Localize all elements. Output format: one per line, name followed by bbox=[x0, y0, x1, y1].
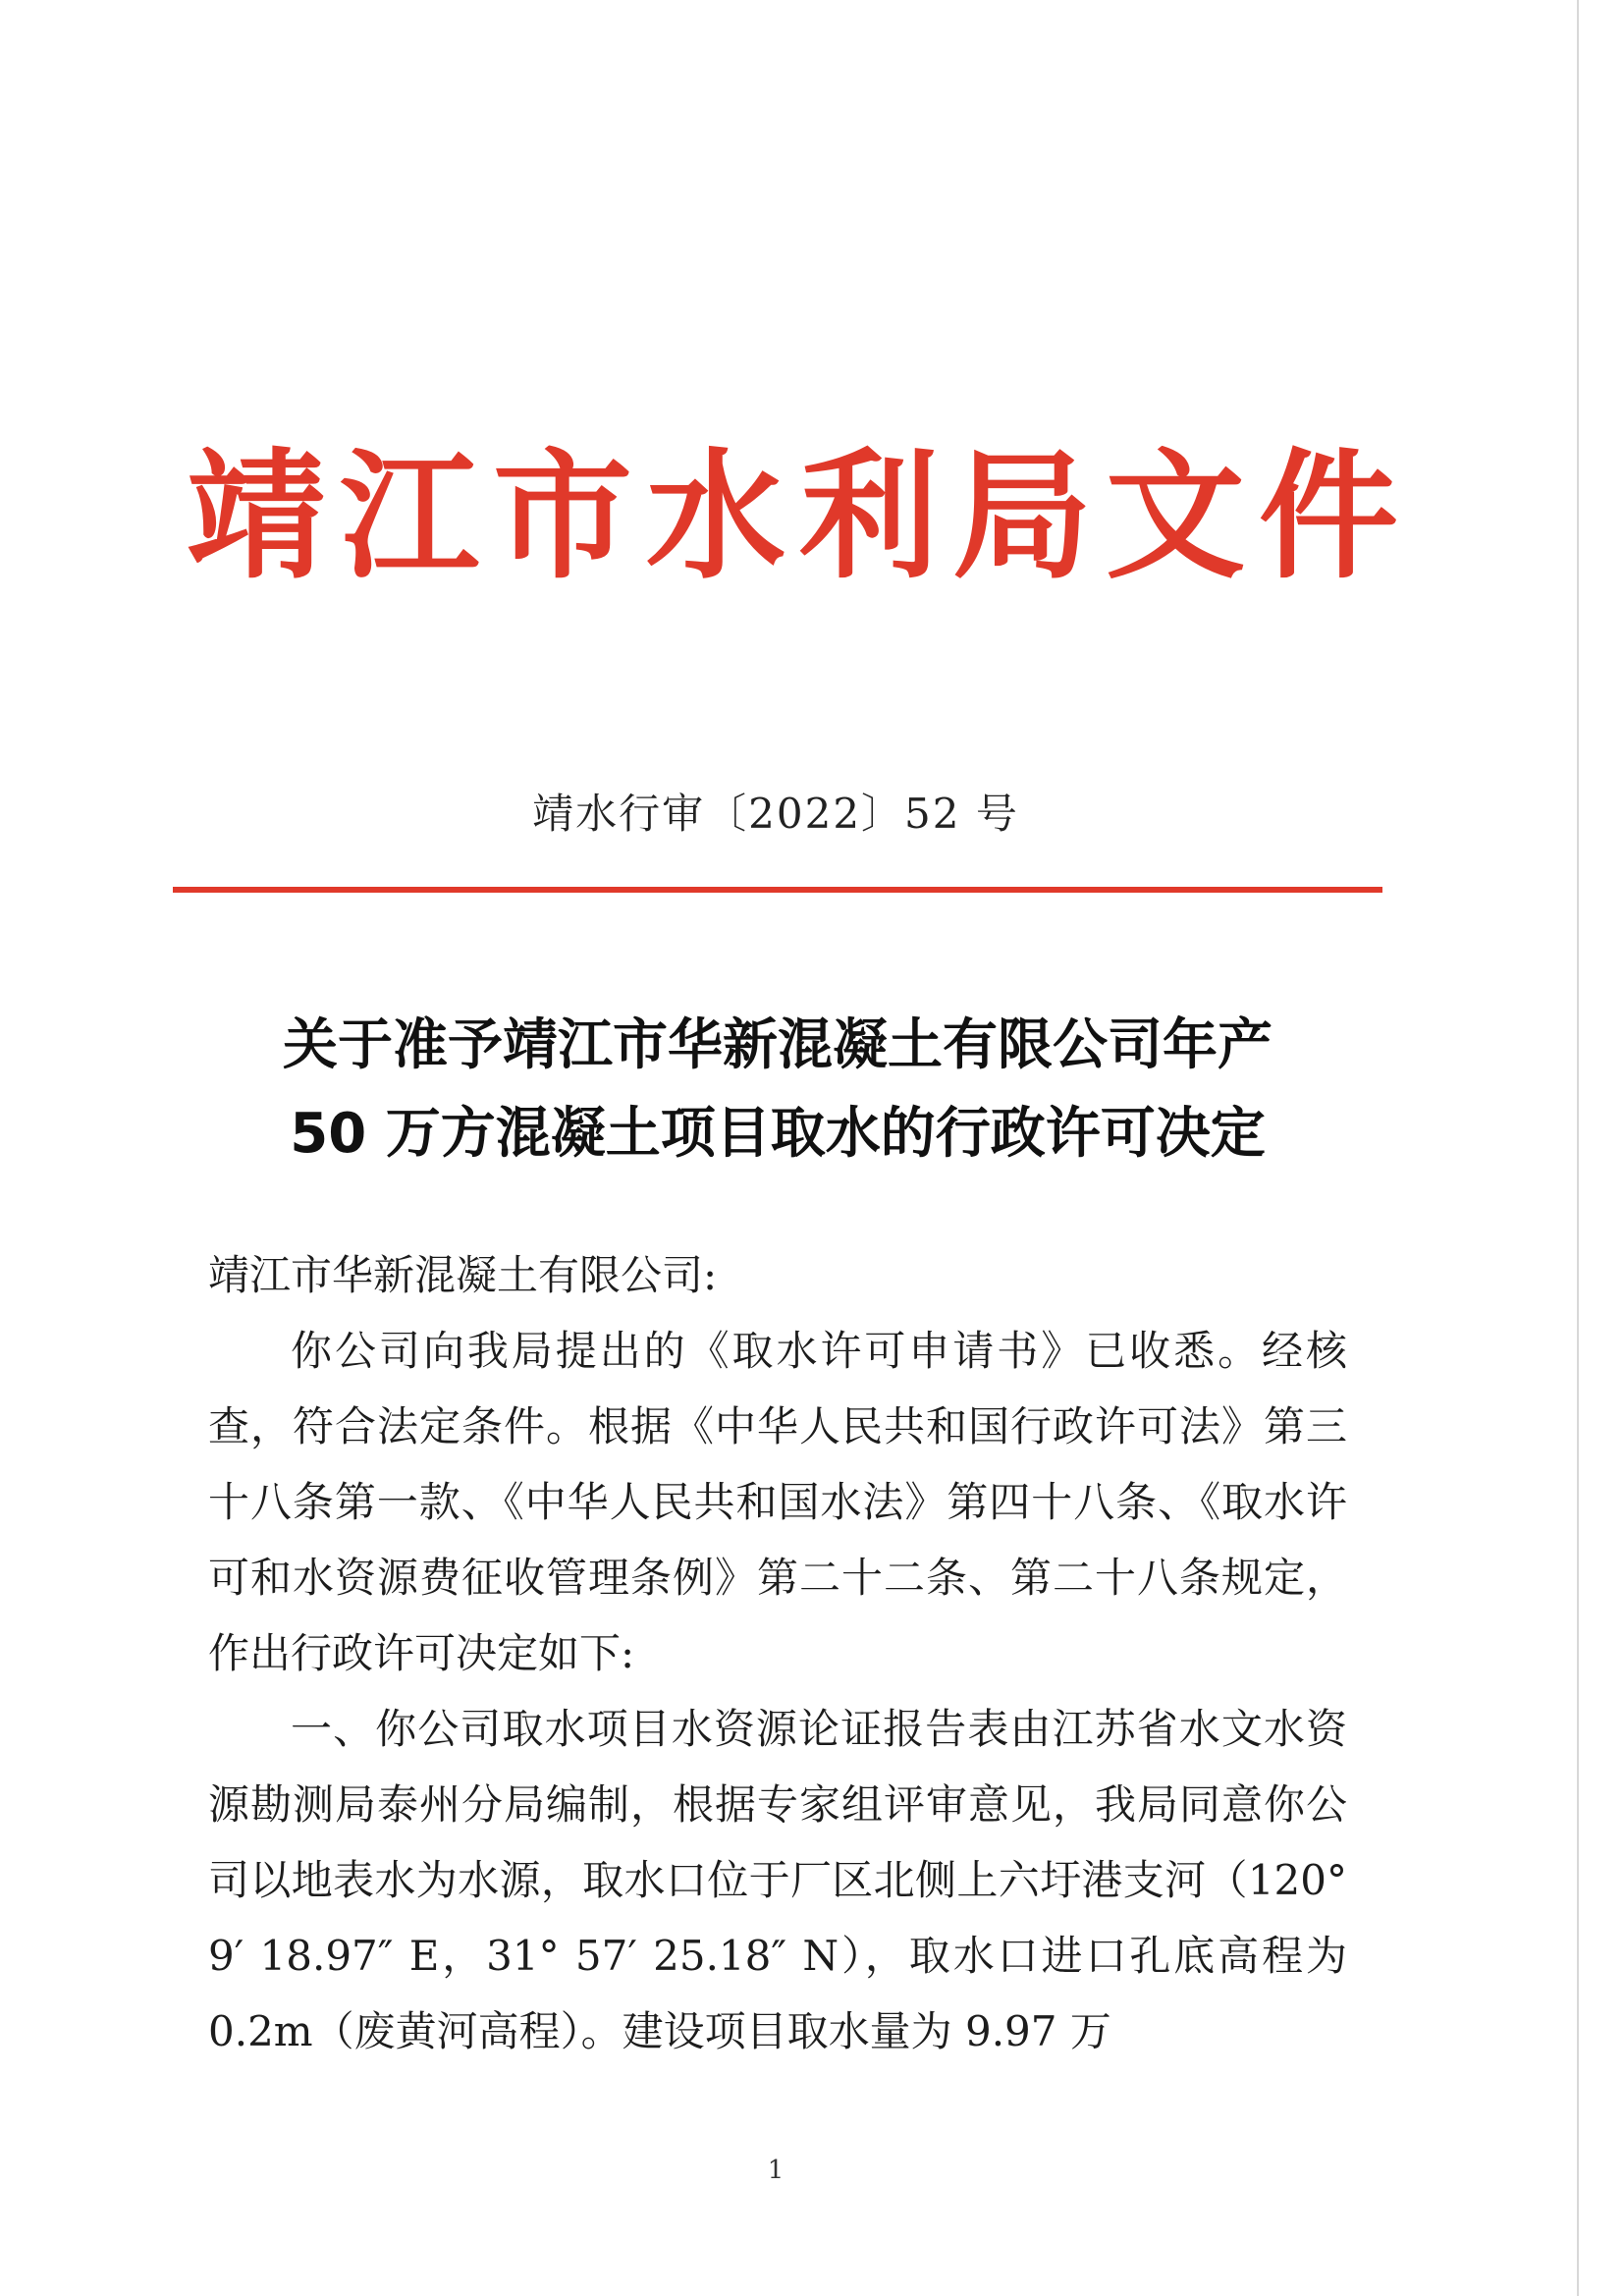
document-title-line-1: 关于准予靖江市华新混凝土有限公司年产 bbox=[283, 1013, 1272, 1077]
document-number: 靖水行审〔2022〕52 号 bbox=[532, 790, 1019, 838]
addressee: 靖江市华新混凝土有限公司: bbox=[208, 1251, 718, 1299]
red-separator-rule bbox=[173, 887, 1382, 893]
issuer-header-title: 靖江市水利局文件 bbox=[187, 435, 1412, 598]
document-title-line-2: 50 万方混凝土项目取水的行政许可决定 bbox=[290, 1102, 1266, 1166]
document-title bbox=[157, 1002, 1398, 1178]
page-number: 1 bbox=[767, 2156, 785, 2185]
body-paragraph-1: 你公司向我局提出的《取水许可申请书》已收悉。经核查，符合法定条件。根据《中华人民共和国行政许可法》第三十八条第一款、《中华人民共和国水法》第四十八条、《取水许可和水资源费征收管理条例》第二十二条、第二十八条规定，作出行政许可决定如下: bbox=[208, 1327, 1347, 1677]
body-paragraph-2: 一、你公司取水项目水资源论证报告表由江苏省水文水资源勘测局泰州分局编制，根据专家组评审意见，我局同意你公司以地表水为水源，取水口位于厂区北侧上六圩港支河（120° 9′ 18.97″ E，31° 57′ 25.18″ N），取水口进口孔底高程为 0.2m（废黄河高程）。建设项目取水量为 9.97 万 bbox=[208, 1705, 1347, 2055]
scan-edge-line bbox=[1577, 0, 1579, 2296]
document-body bbox=[208, 1237, 1347, 2069]
